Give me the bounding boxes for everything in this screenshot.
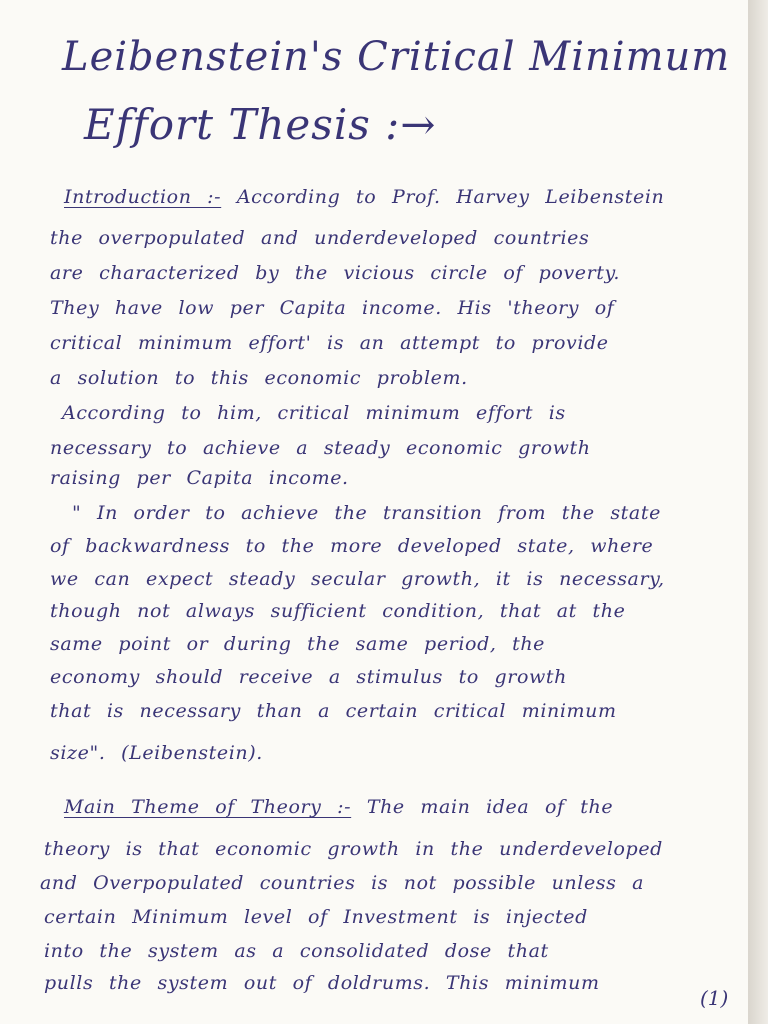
text-line: critical minimum effort' is an attempt to provide [50, 332, 609, 354]
text-line: and Overpopulated countries is not possible unless a [40, 872, 645, 894]
page-title-line-2: Effort Thesis :→ [84, 100, 437, 149]
main-theme-text: The main idea of the [366, 796, 614, 818]
introduction-line-1 [64, 186, 664, 208]
text-line: According to him, critical minimum effort is [62, 402, 566, 424]
quote-line: that is necessary than a certain critical minimum [50, 700, 617, 722]
quote-line: same point or during the same period, the [50, 633, 546, 655]
text-line: the overpopulated and underdeveloped countries [50, 227, 590, 249]
quote-line: of backwardness to the more developed state, where [50, 535, 654, 557]
text-line: raising per Capita income. [50, 467, 349, 489]
page-title-line-1: Leibenstein's Critical Minimum [62, 34, 731, 80]
main-theme-heading: Main Theme of Theory :- [64, 796, 352, 818]
main-theme-line-1 [64, 796, 613, 818]
text-line: certain Minimum level of Investment is injected [44, 906, 588, 928]
introduction-text: According to Prof. Harvey Leibenstein [236, 186, 665, 208]
text-line: They have low per Capita income. His 'theory of [50, 297, 615, 319]
quote-line: economy should receive a stimulus to growth [50, 666, 567, 688]
introduction-heading: Introduction :- [64, 186, 222, 208]
text-line: are characterized by the vicious circle of poverty. [50, 262, 620, 284]
quote-line: " In order to achieve the transition from the state [72, 502, 661, 524]
text-line: pulls the system out of doldrums. This minimum [44, 972, 600, 994]
page-edge-shadow [748, 0, 768, 1024]
text-line: necessary to achieve a steady economic growth [50, 437, 591, 459]
quote-attribution: size". (Leibenstein). [50, 742, 263, 764]
text-line: into the system as a consolidated dose that [44, 940, 549, 962]
quote-line: though not always sufficient condition, that at the [50, 600, 626, 622]
text-line: a solution to this economic problem. [50, 367, 468, 389]
quote-line: we can expect steady secular growth, it is necessary, [50, 568, 665, 590]
page-number: (1) [700, 986, 729, 1010]
text-line: theory is that economic growth in the underdeveloped [44, 838, 663, 860]
